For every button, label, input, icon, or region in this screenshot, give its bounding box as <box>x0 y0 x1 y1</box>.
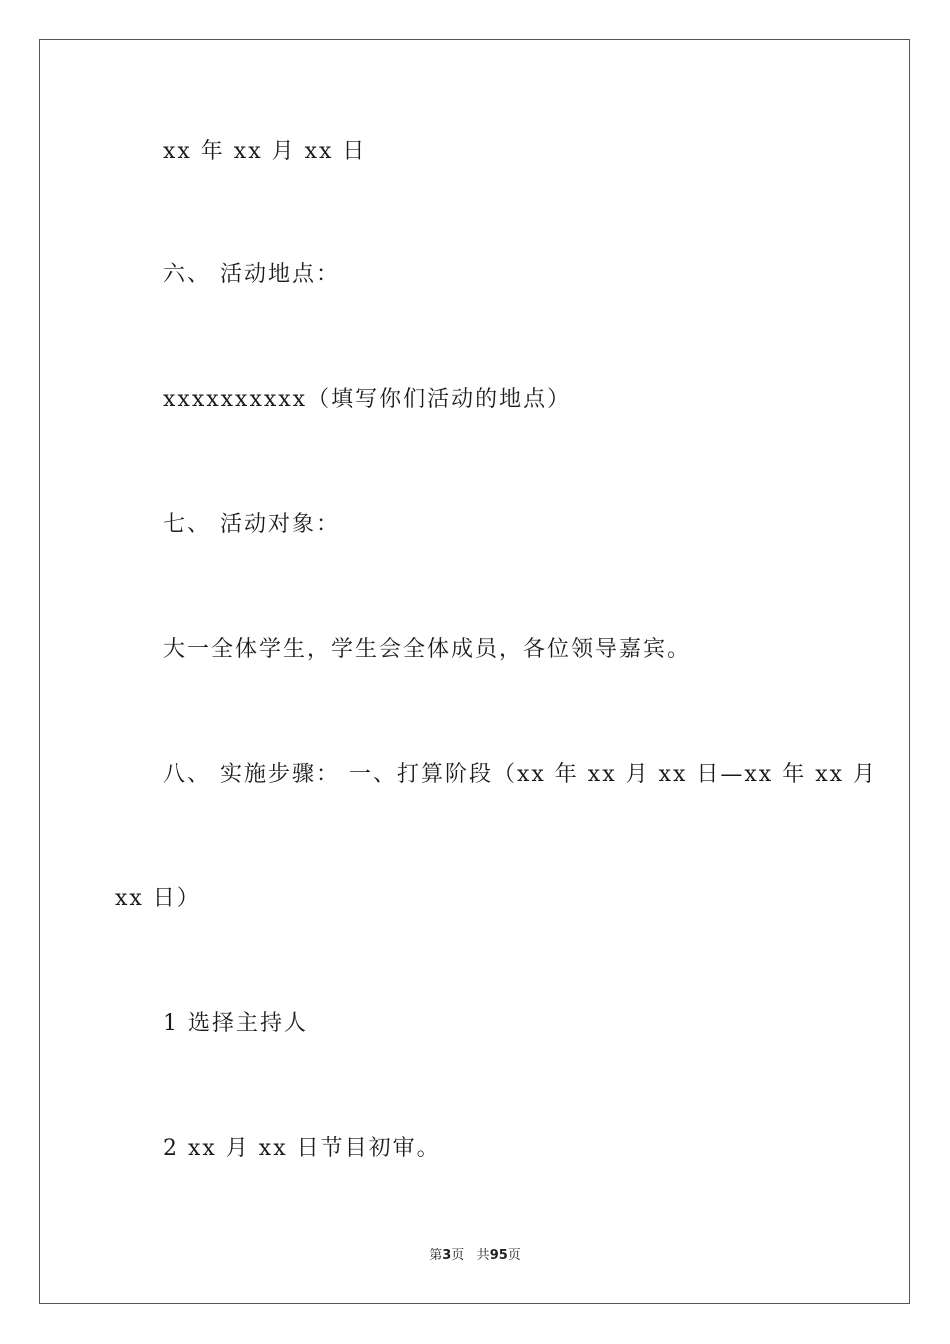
page-border <box>39 39 910 1304</box>
current-page-number: 3 <box>442 1248 452 1263</box>
audience-text: 大一全体学生，学生会全体成员，各位领导嘉宾。 <box>163 637 692 662</box>
page-footer <box>0 1248 950 1264</box>
section-seven-heading: 七、 活动对象： <box>163 512 340 537</box>
step-one-text: 1 选择主持人 <box>163 1011 308 1036</box>
step-two-text: 2 xx 月 xx 日节目初审。 <box>163 1136 441 1161</box>
section-eight-heading: 八、 实施步骤： 一、打算阶段（xx 年 xx 月 xx 日—xx 年 xx 月 <box>163 762 878 787</box>
total-page-count: 95 <box>489 1248 508 1263</box>
footer-prefix: 第 <box>429 1248 443 1263</box>
section-six-heading: 六、 活动地点： <box>163 262 340 287</box>
footer-total-prefix: 共 <box>476 1248 490 1263</box>
footer-page-unit: 页 <box>451 1248 465 1263</box>
section-eight-continuation: xx 日） <box>115 886 201 911</box>
location-text: xxxxxxxxxx（填写你们活动的地点） <box>163 387 572 412</box>
date-line: xx 年 xx 月 xx 日 <box>163 139 367 164</box>
footer-total-unit: 页 <box>507 1248 521 1263</box>
